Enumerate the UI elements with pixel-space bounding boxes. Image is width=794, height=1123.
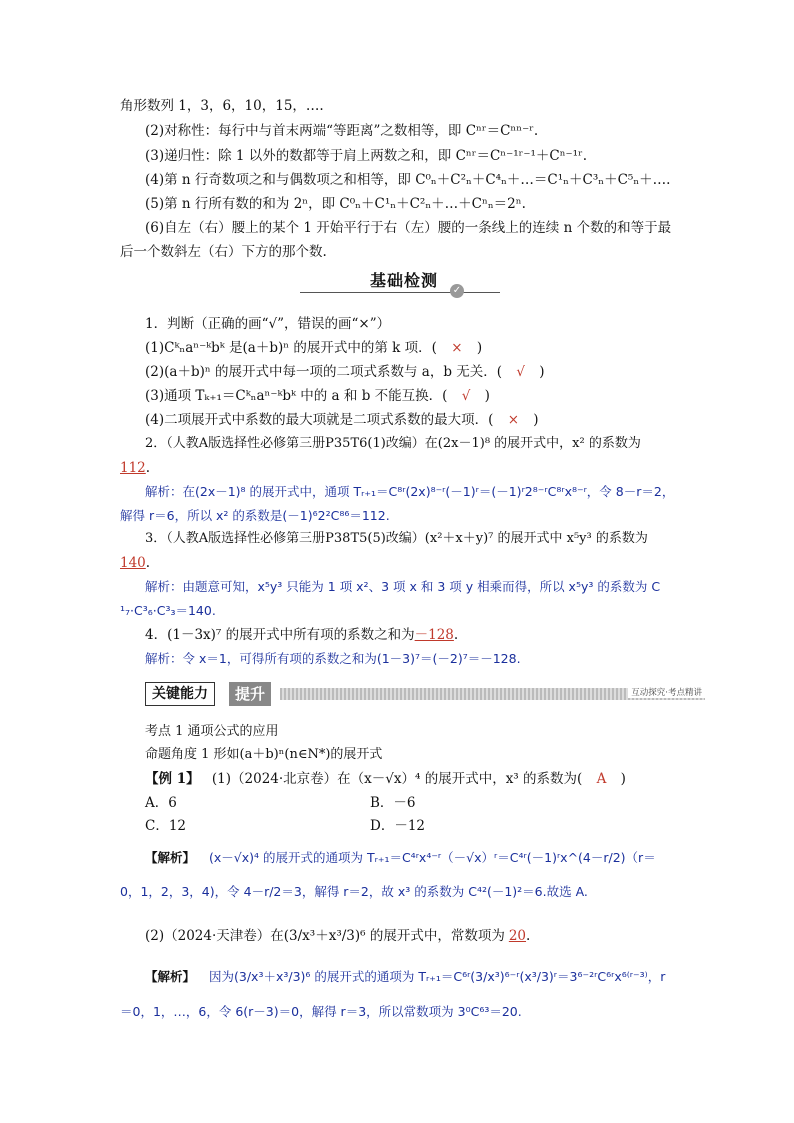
judge-answer: × [507,412,519,428]
solution-line: 解得 r＝6，所以 x² 的系数是(－1)⁶2²C⁸⁶＝112. [120,508,390,523]
angle-heading: 命题角度 1 形如(a＋b)ⁿ(n∈N*)的展开式 [145,747,383,762]
stem-text: 4．(1－3x)⁷ 的展开式中所有项的系数之和为 [145,627,415,643]
judge-item [145,362,545,382]
solution-line: ¹₇·C³₆·C³₃＝140. [120,603,216,618]
solution-line: 0，1，2，3，4)，令 4－r/2＝3，解得 r＝2，故 x³ 的系数为 C⁴²(－1)²＝6.故选 A. [120,884,588,899]
option-d: D．－12 [370,818,426,834]
section-title: 基础检测 [370,271,439,290]
text-line: (4)第 n 行奇数项之和与偶数项之和相等，即 C⁰ₙ＋C²ₙ＋C⁴ₙ＋…＝C¹ₙ＋C³ₙ＋C⁵ₙ＋…. [145,172,671,188]
question-stem [145,625,458,645]
judge-answer: √ [516,364,525,380]
judge-text: (4)二项展开式中系数的最大项就是二项式系数的最大项．( [145,412,494,428]
banner-highlight: 提升 [229,682,271,706]
example-stem [145,926,530,946]
answer-blank: 112 [120,460,146,476]
question-stem: 2．（人教A版选择性必修第三册P35T6(1)改编）在(2x－1)⁸ 的展开式中，x² 的系数为 [145,436,641,451]
text-line: (2)对称性：每行中与首末两端“等距离”之数相等，即 Cⁿʳ＝Cⁿⁿ⁻ʳ. [145,123,539,139]
answer-tail: . [145,460,151,476]
question-stem: 3．（人教A版选择性必修第三册P38T5(5)改编）(x²＋x＋y)⁷ 的展开式中 x⁵y³ 的系数为 [145,531,648,546]
solution-line: 解析：令 x＝1，可得所有项的系数之和为(1－3)⁷＝(－2)⁷＝－128. [145,651,521,666]
text-line: (3)递归性：除 1 以外的数都等于肩上两数之和，即 Cⁿʳ＝Cⁿ⁻¹ʳ⁻¹＋Cⁿ⁻¹ʳ. [145,148,588,164]
option-c: C．12 [145,818,187,834]
text-line: 后一个数斜左（右）下方的那个数. [120,244,327,260]
solution-text: 因为(3/x³＋x³/3)⁶ 的展开式的通项为 Tᵣ₊₁＝C⁶ʳ(3/x³)⁶⁻ʳ(x³/3)ʳ＝3⁶⁻²ʳC⁶ʳx⁶⁽ʳ⁻³⁾，r [209,969,666,984]
paren-close: ) [539,364,545,380]
judge-text: (1)Cᵏₙaⁿ⁻ᵏbᵏ 是(a＋b)ⁿ 的展开式中的第 k 项．( [145,340,437,356]
answer-line [120,553,150,573]
answer-blank: 20 [508,928,527,944]
answer-blank: －128 [414,627,454,643]
option-a: A．6 [145,795,177,811]
section-banner-basic [300,268,500,300]
answer-tail: . [453,627,459,643]
judge-answer: √ [461,388,471,404]
check-icon: ✓ [450,284,464,298]
judge-answer: × [451,340,463,356]
solution-line: 解析：在(2x－1)⁸ 的展开式中，通项 Tᵣ₊₁＝C⁸ʳ(2x)⁸⁻ʳ(－1)ʳ＝(－1)ʳ2⁸⁻ʳC⁸ʳx⁸⁻ʳ，令 8－r＝2， [145,484,675,499]
solution-line: 解析：由题意可知，x⁵y³ 只能为 1 项 x²、3 项 x 和 3 项 y 相乘而得，所以 x⁵y³ 的系数为 C [145,579,661,594]
solution-text: (x－√x)⁴ 的展开式的通项为 Tᵣ₊₁＝C⁴ʳx⁴⁻ʳ（－√x）ʳ＝C⁴ʳ(－1)ʳx^(4－r/2)（r＝ [209,850,656,865]
judge-item [145,386,490,406]
paren-close: ) [620,771,626,787]
solution-line: ＝0，1，…，6，令 6(r－3)＝0，解得 r＝3，所以常数项为 3⁰C⁶³＝20. [120,1004,522,1019]
question-stem: 1．判断（正确的画“√”，错误的画“×”） [145,316,391,332]
banner-tag: 互动探究·考点精讲 [628,686,705,698]
solution-line [145,967,665,987]
banner-rule [300,292,500,293]
answer-tail: . [145,555,151,571]
paren-close: ) [484,388,490,404]
example-label: 【例 1】 [145,771,200,787]
text-line: 角形数列 1，3，6，10，15，…. [120,98,324,114]
example-text: (1)（2024·北京卷）在（x－√x）⁴ 的展开式中，x³ 的系数为( [211,771,583,787]
judge-text: (3)通项 Tₖ₊₁＝Cᵏₙaⁿ⁻ᵏbᵏ 中的 a 和 b 不能互换．( [145,388,448,404]
answer-blank: 140 [120,555,146,571]
text-line: (5)第 n 行所有数的和为 2ⁿ，即 C⁰ₙ＋C¹ₙ＋C²ₙ＋…＋Cⁿₙ＝2ⁿ. [145,196,526,212]
section-banner-key-ability [145,682,705,706]
judge-item [145,410,539,430]
example-stem [145,769,626,789]
paren-close: ) [476,340,483,356]
topic-heading: 考点 1 通项公式的应用 [145,724,279,739]
judge-item [145,338,482,358]
answer-tail: . [526,928,531,944]
solution-label: 【解析】 [145,969,196,984]
example-text: (2)（2024·天津卷）在(3/x³＋x³/3)⁶ 的展开式中，常数项为 [145,928,505,944]
banner-box: 关键能力 [145,682,215,706]
solution-label: 【解析】 [145,850,196,865]
judge-text: (2)(a＋b)ⁿ 的展开式中每一项的二项式系数与 a，b 无关．( [145,364,503,380]
example-answer: A [596,771,607,787]
paren-close: ) [533,412,539,428]
answer-line [120,458,150,478]
text-line: (6)自左（右）腰上的某个 1 开始平行于右（左）腰的一条线上的连续 n 个数的和等于最 [145,220,672,236]
option-b: B．－6 [370,795,416,811]
solution-line [145,848,656,868]
